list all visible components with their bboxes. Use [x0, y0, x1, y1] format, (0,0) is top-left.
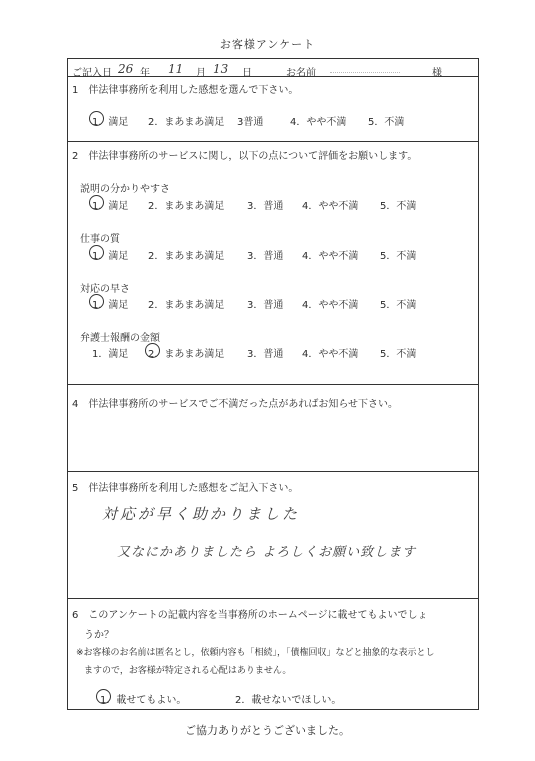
- q4-answer-area[interactable]: [72, 411, 472, 467]
- q1-question: 1 伴法律事務所を利用した感想を選んで下さい。: [72, 85, 299, 96]
- q1-option-4[interactable]: 4．やや不満: [290, 117, 347, 128]
- year-value[interactable]: 26: [118, 62, 134, 76]
- q2-item-label: 説明の分かりやすさ: [80, 184, 170, 195]
- survey-form: [67, 58, 479, 710]
- q1-option-3[interactable]: 3普通: [237, 117, 264, 128]
- q2-item4-option-1[interactable]: 1．満足: [92, 349, 129, 360]
- survey-title: お客様アンケート: [219, 38, 316, 51]
- q5-answer-area[interactable]: [72, 495, 472, 591]
- q6-question-line-1: 6 このアンケートの記載内容を当事務所のホームページに載せてもよいでしょ: [72, 610, 428, 621]
- date-label: ご記入日: [72, 68, 112, 79]
- q2-item-label: 対応の早さ: [80, 284, 130, 295]
- q2-item2-option-1[interactable]: 1．満足: [92, 251, 129, 262]
- q5-question: 5 伴法律事務所を利用した感想をご記入下さい。: [72, 483, 299, 494]
- q2-item3-option-3[interactable]: 3．普通: [247, 300, 284, 311]
- day-value[interactable]: 13: [213, 62, 229, 76]
- divider: [68, 76, 478, 77]
- q6-question-line-2: うか？: [84, 630, 114, 641]
- q2-item2-option-3[interactable]: 3．普通: [247, 251, 284, 262]
- month-unit: 月: [196, 68, 206, 79]
- q5-answer-line-2: 又なにかありましたら よろしくお願い致します: [117, 545, 417, 560]
- name-label: お名前: [286, 68, 316, 79]
- q2-item-label: 弁護士報酬の金額: [80, 333, 160, 344]
- q1-option-2[interactable]: 2．まあまあ満足: [148, 117, 225, 128]
- q4-question: 4 伴法律事務所のサービスでご不満だった点があればお知らせ下さい。: [72, 399, 399, 410]
- q6-option-2[interactable]: 2．載せないでほしい。: [235, 695, 342, 706]
- q2-item1-option-2[interactable]: 2．まあまあ満足: [148, 201, 225, 212]
- year-unit: 年: [140, 68, 150, 79]
- q2-item2-option-4[interactable]: 4．やや不満: [302, 251, 359, 262]
- q2-item3-option-5[interactable]: 5．不満: [380, 300, 417, 311]
- divider: [68, 141, 478, 142]
- q2-item3-option-2[interactable]: 2．まあまあ満足: [148, 300, 225, 311]
- day-unit: 日: [242, 68, 252, 79]
- divider: [68, 471, 478, 472]
- q2-item1-option-4[interactable]: 4．やや不満: [302, 201, 359, 212]
- q2-item2-option-2[interactable]: 2．まあまあ満足: [148, 251, 225, 262]
- q2-item1-option-3[interactable]: 3．普通: [247, 201, 284, 212]
- divider: [68, 384, 478, 385]
- q6-note-line-1: ※お客様のお名前は匿名とし，依頼内容も「相続」，「債権回収」などと抽象的な表示とし: [76, 648, 435, 658]
- q6-option-1[interactable]: 1．載せてもよい。: [100, 695, 187, 706]
- q2-item-label: 仕事の質: [80, 234, 120, 245]
- divider: [68, 598, 478, 599]
- name-field[interactable]: [330, 72, 400, 73]
- q2-item4-option-5[interactable]: 5．不満: [380, 349, 417, 360]
- q2-item3-option-1[interactable]: 1．満足: [92, 300, 129, 311]
- q2-item4-option-4[interactable]: 4．やや不満: [302, 349, 359, 360]
- q2-item3-option-4[interactable]: 4．やや不満: [302, 300, 359, 311]
- footer-thanks: ご協力ありがとうございました。: [185, 724, 350, 737]
- q2-item2-option-5[interactable]: 5．不満: [380, 251, 417, 262]
- q2-item1-option-5[interactable]: 5．不満: [380, 201, 417, 212]
- q6-note-line-2: ますので，お客様が特定される心配はありません。: [84, 666, 292, 676]
- q1-option-1[interactable]: 1．満足: [92, 117, 129, 128]
- q2-item1-option-1[interactable]: 1．満足: [92, 201, 129, 212]
- q2-item4-option-3[interactable]: 3．普通: [247, 349, 284, 360]
- honorific: 様: [432, 68, 442, 79]
- q1-option-5[interactable]: 5．不満: [368, 117, 405, 128]
- q5-answer-line-1: 対応が早く助かりました: [102, 505, 301, 523]
- q2-item4-option-2[interactable]: 2．まあまあ満足: [148, 349, 225, 360]
- month-value[interactable]: 11: [168, 62, 184, 76]
- q2-question: 2 伴法律事務所のサービスに関し，以下の点について評価をお願いします。: [72, 151, 418, 162]
